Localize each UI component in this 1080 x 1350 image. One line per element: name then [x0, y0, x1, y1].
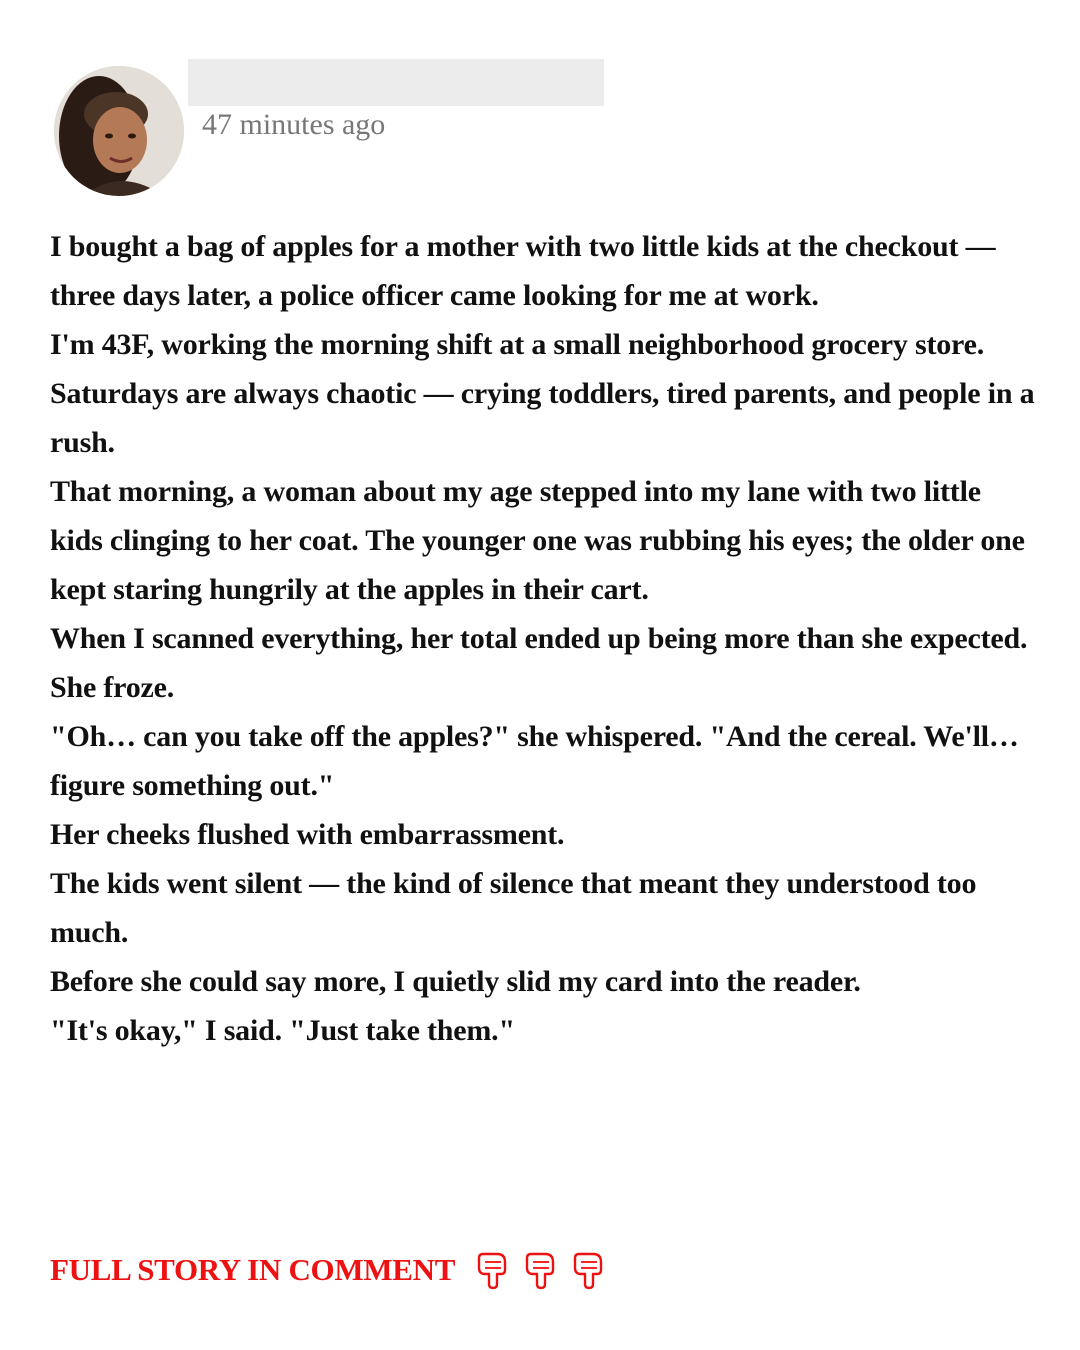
story-paragraph: Saturdays are always chaotic — crying toddlers, tired parents, and people in a rush. — [50, 377, 1035, 459]
story-paragraph: Her cheeks flushed with embarrassment. — [50, 818, 565, 851]
avatar[interactable] — [54, 66, 184, 196]
story-paragraph: "It's okay," I said. "Just take them." — [50, 1014, 515, 1047]
full-story-label: FULL STORY IN COMMENT — [50, 1252, 456, 1287]
author-name-redacted[interactable] — [188, 59, 604, 106]
story-paragraph: "Oh… can you take off the apples?" she whispered. "And the cereal. We'll… figure something out." — [50, 720, 1019, 802]
avatar-photo — [54, 66, 184, 196]
story-body — [50, 222, 1040, 1055]
story-paragraph: I bought a bag of apples for a mother with two little kids at the checkout — three days later, a police officer came looking for me at work. — [50, 230, 996, 312]
post-timestamp[interactable]: 47 minutes ago — [202, 108, 386, 141]
story-paragraph: That morning, a woman about my age stepped into my lane with two little kids clinging to her coat. The younger one was rubbing his eyes; the older one kept staring hungrily at the apples in their cart. — [50, 475, 1025, 606]
story-paragraph: She froze. — [50, 671, 175, 704]
story-paragraph: Before she could say more, I quietly slid my card into the reader. — [50, 965, 861, 998]
pointing-down-hand-icon — [521, 1250, 559, 1290]
cta-icons — [473, 1250, 607, 1290]
full-story-cta[interactable] — [50, 1250, 607, 1290]
pointing-down-hand-icon — [473, 1250, 511, 1290]
story-paragraph: The kids went silent — the kind of silence that meant they understood too much. — [50, 867, 977, 949]
story-paragraph: When I scanned everything, her total ended up being more than she expected. — [50, 622, 1028, 655]
pointing-down-hand-icon — [569, 1250, 607, 1290]
post-header — [54, 66, 614, 198]
story-paragraph: I'm 43F, working the morning shift at a small neighborhood grocery store. — [50, 328, 985, 361]
